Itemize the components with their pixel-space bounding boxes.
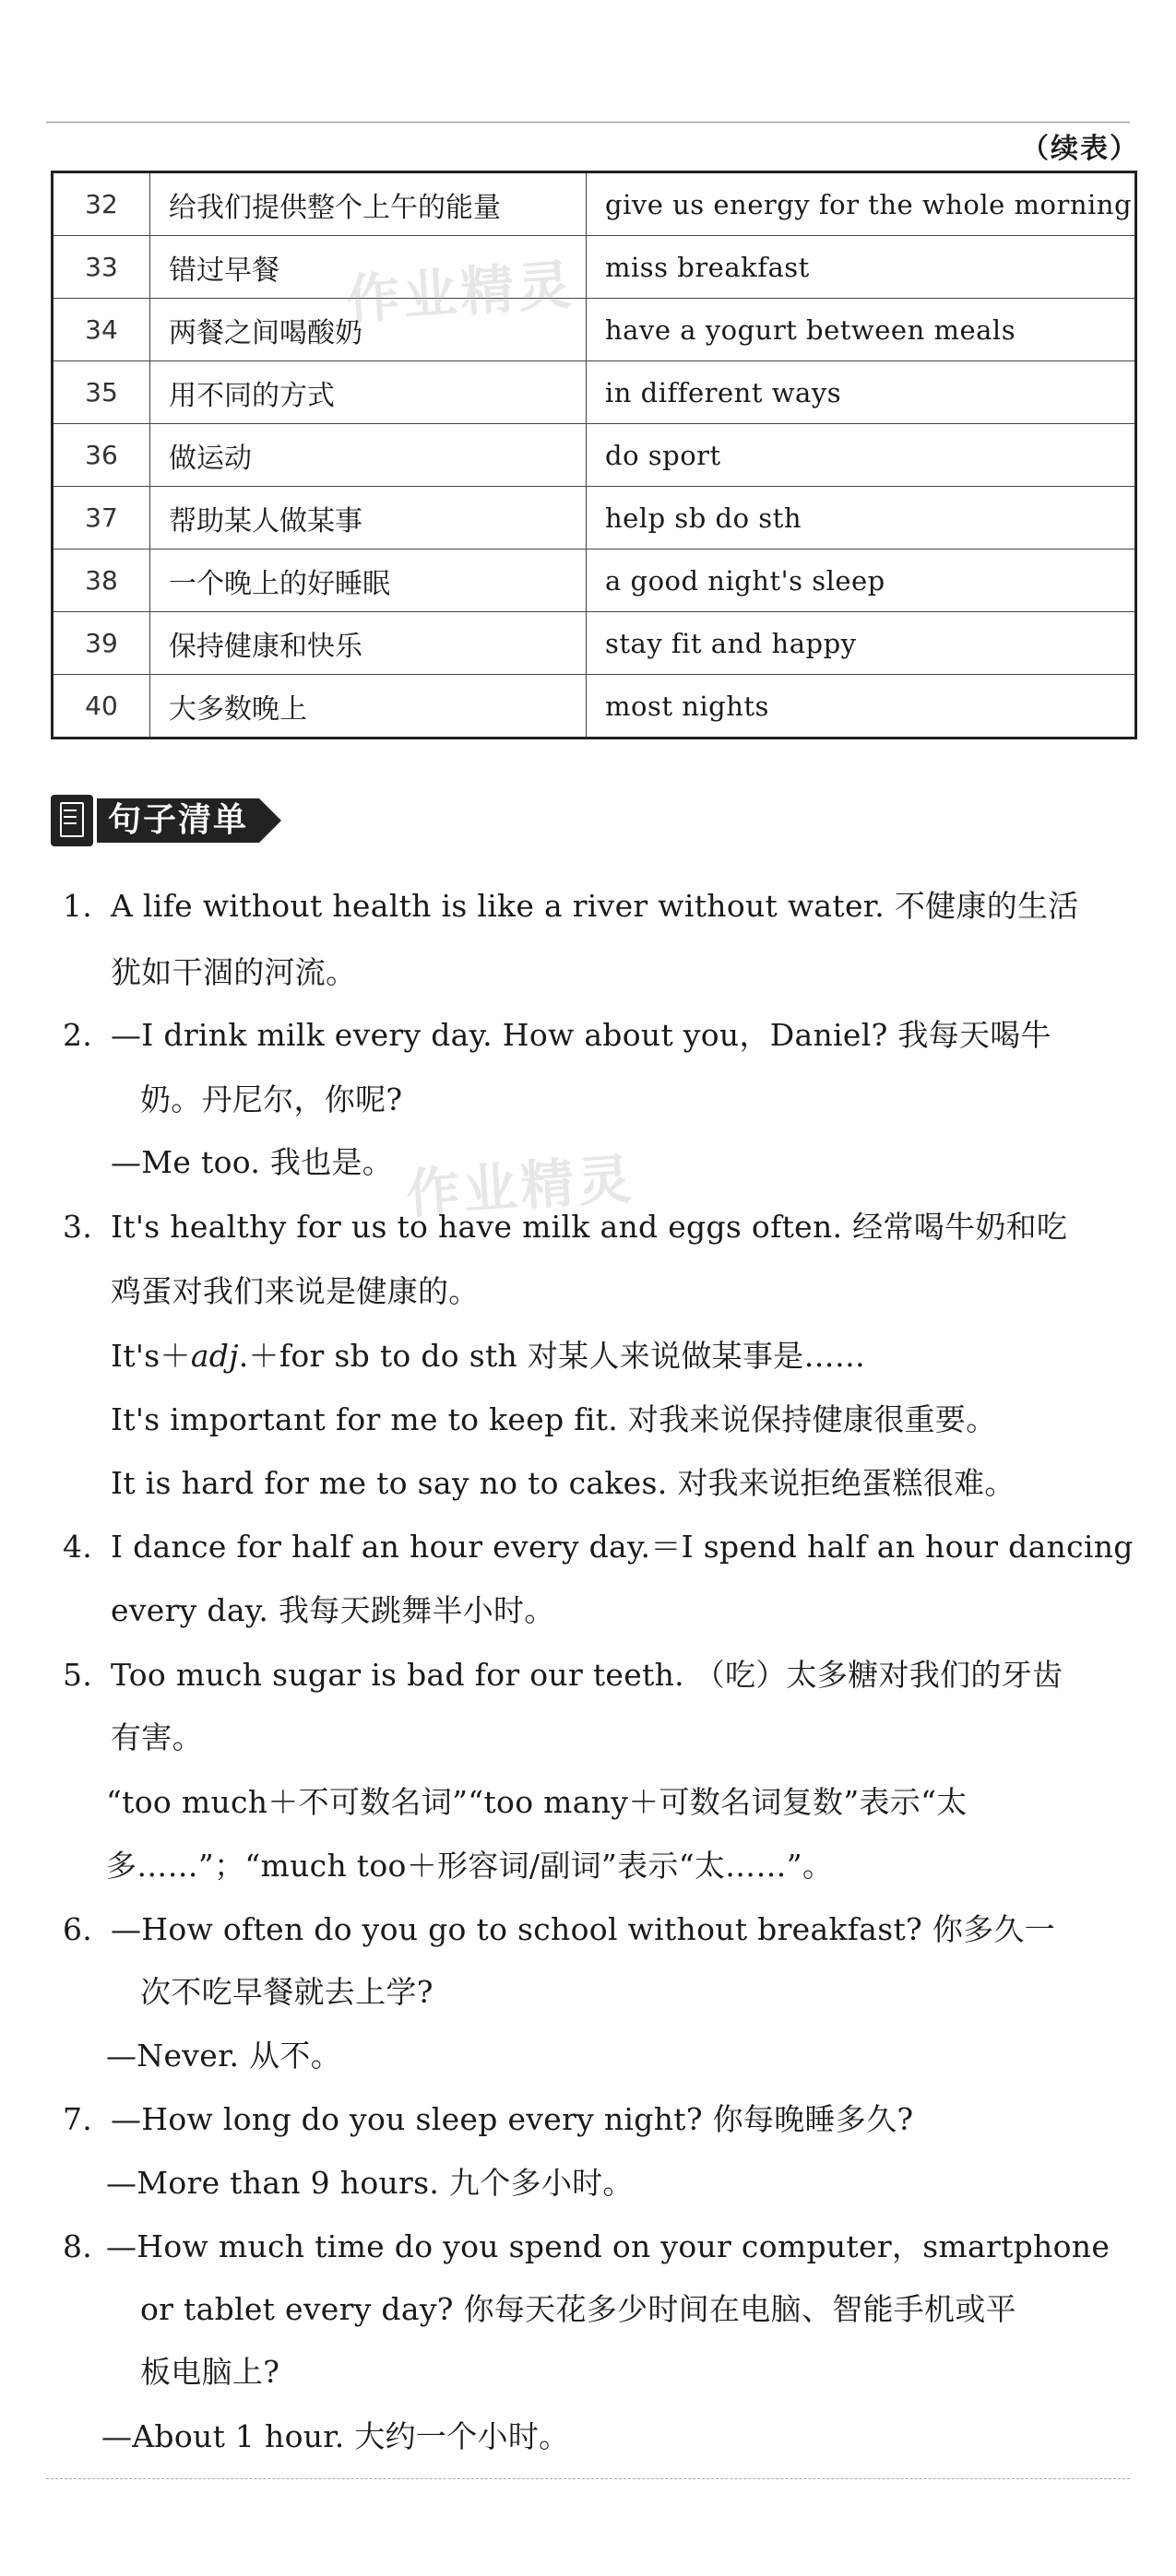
sentence-line: 奶。丹尼尔，你呢? (140, 1081, 403, 1117)
section-title: 句子清单 (108, 801, 249, 839)
row-number: 40 (53, 675, 150, 739)
sentence-line: Too much sugar is bad for our teeth. （吃）太多糖对我们的牙齿 (111, 1657, 1063, 1693)
sentence-line: —I drink milk every day. How about you，Daniel? 我每天喝牛 (111, 1017, 1051, 1053)
notebook-icon (51, 795, 93, 846)
english-phrase: have a yogurt between meals (587, 299, 1136, 361)
chinese-phrase: 一个晚上的好睡眠 (150, 549, 587, 612)
table-row (53, 549, 1136, 612)
table-row (53, 675, 1136, 739)
table-row (53, 299, 1136, 361)
sentence-number: 5. (63, 1657, 93, 1693)
english-phrase: most nights (587, 675, 1136, 739)
section-header (51, 795, 291, 846)
watermark: 作业精灵 (344, 253, 577, 332)
table-row (53, 424, 1136, 487)
chinese-phrase: 两餐之间喝酸奶 (150, 299, 587, 361)
table-row (53, 612, 1136, 675)
sentence-line: or tablet every day? 你每天花多少时间在电脑、智能手机或平 (140, 2291, 1016, 2327)
sentence-line: I dance for half an hour every day.＝I spend half an hour dancing (111, 1529, 1134, 1565)
row-number: 35 (53, 361, 150, 424)
row-number: 39 (53, 612, 150, 675)
chinese-phrase: 做运动 (150, 424, 587, 487)
top-rule (46, 122, 1130, 123)
row-number: 38 (53, 549, 150, 612)
bottom-rule (46, 2478, 1130, 2479)
chinese-phrase: 保持健康和快乐 (150, 612, 587, 675)
english-phrase: miss breakfast (587, 236, 1136, 299)
vocabulary-table (51, 171, 1137, 739)
sentence-line: —How often do you go to school without breakfast? 你多久一 (111, 1911, 1056, 1947)
row-number: 32 (53, 172, 150, 236)
english-phrase: give us energy for the whole morning (587, 172, 1136, 236)
chinese-phrase: 给我们提供整个上午的能量 (150, 172, 587, 236)
sentence-line: It's important for me to keep fit. 对我来说保持健康很重要。 (111, 1401, 997, 1437)
sentence-number: 6. (63, 1911, 93, 1947)
row-number: 37 (53, 487, 150, 549)
english-phrase: help sb do sth (587, 487, 1136, 549)
sentence-line: 鸡蛋对我们来说是健康的。 (111, 1273, 480, 1309)
row-number: 34 (53, 299, 150, 361)
english-phrase: a good night's sleep (587, 549, 1136, 612)
english-phrase: stay fit and happy (587, 612, 1136, 675)
watermark: 作业精灵 (404, 1147, 637, 1226)
usage-note: 多……”；“much too＋形容词/副词”表示“太……”。 (106, 1848, 834, 1884)
table-row (53, 487, 1136, 549)
sentence-number: 1. (63, 888, 93, 924)
sentence-line: —Me too. 我也是。 (111, 1144, 394, 1180)
table-row (53, 361, 1136, 424)
sentence-line: 犹如干涸的河流。 (111, 954, 357, 990)
sentence-line: —More than 9 hours. 九个多小时。 (106, 2165, 634, 2201)
sentence-line: every day. 我每天跳舞半小时。 (111, 1592, 555, 1628)
usage-note: “too much＋不可数名词”“too many＋可数名词复数”表示“太 (106, 1784, 968, 1820)
sentence-line: 有害。 (111, 1719, 203, 1755)
sentence-number: 7. (63, 2101, 93, 2137)
row-number: 33 (53, 236, 150, 299)
sentence-number: 3. (63, 1209, 93, 1245)
note-part: It's＋ (111, 1338, 191, 1374)
chinese-phrase: 错过早餐 (150, 236, 587, 299)
sentence-line: —Never. 从不。 (106, 2038, 342, 2074)
note-part: .＋for sb to do sth 对某人来说做某事是…… (238, 1338, 866, 1374)
sentence-number: 2. (63, 1017, 93, 1053)
sentence-line: 次不吃早餐就去上学? (140, 1974, 434, 2010)
chinese-phrase: 帮助某人做某事 (150, 487, 587, 549)
sentence-line: —How long do you sleep every night? 你每晚睡多久? (111, 2101, 914, 2137)
continuation-label: （续表） (1021, 133, 1139, 165)
sentence-line: It is hard for me to say no to cakes. 对我来说拒绝蛋糕很难。 (111, 1465, 1016, 1501)
sentence-number: 8. (63, 2228, 93, 2264)
note-adj: adj (190, 1338, 239, 1374)
sentence-line: —About 1 hour. 大约一个小时。 (101, 2418, 570, 2454)
chinese-phrase: 大多数晚上 (150, 675, 587, 739)
english-phrase: in different ways (587, 361, 1136, 424)
table-row (53, 236, 1136, 299)
sentence-line: —How much time do you spend on your computer，smartphone (106, 2228, 1111, 2264)
english-phrase: do sport (587, 424, 1136, 487)
chinese-phrase: 用不同的方式 (150, 361, 587, 424)
sentence-line: It's healthy for us to have milk and eggs often. 经常喝牛奶和吃 (111, 1209, 1068, 1245)
grammar-note (111, 1335, 865, 1377)
row-number: 36 (53, 424, 150, 487)
sentence-line: A life without health is like a river without water. 不健康的生活 (111, 888, 1079, 924)
table-row (53, 172, 1136, 236)
sentence-line: 板电脑上? (140, 2354, 280, 2390)
sentence-number: 4. (63, 1529, 93, 1565)
